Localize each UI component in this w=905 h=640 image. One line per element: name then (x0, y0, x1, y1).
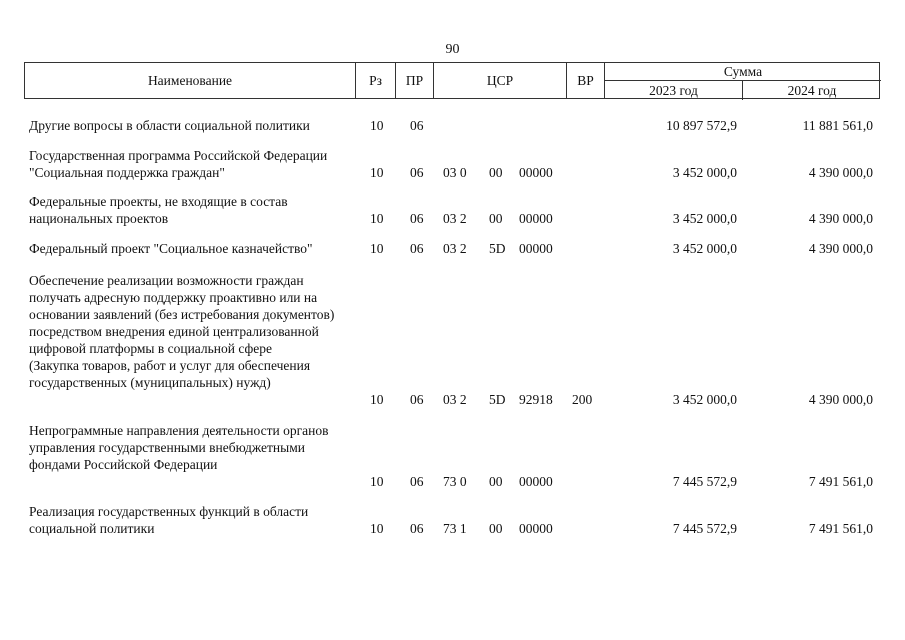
header-rz: Рз (356, 63, 396, 98)
row-sum-2023: 10 897 572,9 (666, 118, 737, 133)
row-name: Государственная программа Российской Федерации "Социальная поддержка граждан" (29, 148, 328, 180)
row-pr: 06 (410, 241, 424, 256)
header-name: Наименование (25, 63, 356, 98)
row-csr-subprogram: 00 (489, 211, 503, 226)
row-csr-direction: 00000 (519, 211, 553, 226)
row-rz: 10 (370, 392, 384, 407)
row-name: Обеспечение реализации возможности граждан получать адресную поддержку проактивно или на основании заявлений (без истребования документов) посредством внедрения единой централизованной цифровой платформы в социальной сфере (Закупка товаров, работ и услуг для обеспечения государственных (муниципальных) нужд) (29, 273, 335, 390)
header-sum: Сумма (605, 63, 881, 81)
row-csr-direction: 00000 (519, 165, 553, 180)
table-row (0, 193, 905, 227)
row-pr: 06 (410, 474, 424, 489)
row-sum-2024: 4 390 000,0 (808, 165, 873, 180)
row-csr-program: 03 0 (443, 165, 467, 180)
row-csr-program: 03 2 (443, 211, 467, 226)
row-csr-program: 03 2 (443, 392, 467, 407)
row-rz: 10 (370, 241, 384, 256)
header-csr: ЦСР (434, 63, 567, 98)
row-name: Федеральный проект "Социальное казначейство" (29, 241, 313, 256)
row-sum-2024: 7 491 561,0 (808, 474, 873, 489)
row-name: Реализация государственных функций в области социальной политики (29, 504, 309, 536)
row-sum-2023: 3 452 000,0 (672, 211, 737, 226)
row-rz: 10 (370, 211, 384, 226)
header-sum-group (605, 63, 881, 98)
header-pr: ПР (396, 63, 434, 98)
row-rz: 10 (370, 474, 384, 489)
row-sum-2024: 4 390 000,0 (808, 211, 873, 226)
row-csr-direction: 92918 (519, 392, 553, 407)
row-csr-direction: 00000 (519, 474, 553, 489)
row-pr: 06 (410, 165, 424, 180)
row-csr-subprogram: 00 (489, 165, 503, 180)
row-sum-2024: 7 491 561,0 (808, 521, 873, 536)
row-pr: 06 (410, 392, 424, 407)
row-pr: 06 (410, 118, 424, 133)
header-year-2024: 2024 год (787, 82, 837, 98)
table-row (0, 117, 905, 134)
row-rz: 10 (370, 521, 384, 536)
table-row (0, 240, 905, 257)
table-row (0, 272, 905, 408)
row-name: Непрограммные направления деятельности органов управления государственными внебюджетными фондами Российской Федерации (29, 423, 329, 472)
header-vr: ВР (567, 63, 605, 98)
row-pr: 06 (410, 521, 424, 536)
row-sum-2023: 3 452 000,0 (672, 241, 737, 256)
row-rz: 10 (370, 165, 384, 180)
row-sum-2023: 3 452 000,0 (672, 165, 737, 180)
page-number: 90 (445, 42, 460, 57)
row-name: Федеральные проекты, не входящие в состав национальных проектов (29, 194, 288, 226)
row-rz: 10 (370, 118, 384, 133)
row-name: Другие вопросы в области социальной политики (29, 118, 310, 133)
table-header (24, 62, 880, 99)
row-csr-subprogram: 5D (489, 392, 506, 407)
row-csr-subprogram: 5D (489, 241, 506, 256)
row-sum-2024: 4 390 000,0 (808, 392, 873, 407)
row-sum-2023: 3 452 000,0 (672, 392, 737, 407)
row-sum-2024: 4 390 000,0 (808, 241, 873, 256)
row-pr: 06 (410, 211, 424, 226)
row-sum-2023: 7 445 572,9 (672, 474, 737, 489)
row-csr-subprogram: 00 (489, 474, 503, 489)
table-row (0, 503, 905, 537)
row-csr-program: 73 1 (443, 521, 467, 536)
table-row (0, 147, 905, 181)
row-csr-direction: 00000 (519, 241, 553, 256)
row-sum-2023: 7 445 572,9 (672, 521, 737, 536)
row-csr-direction: 00000 (519, 521, 553, 536)
row-vr: 200 (572, 392, 593, 407)
header-year-2023: 2023 год (605, 81, 743, 100)
row-csr-program: 03 2 (443, 241, 467, 256)
row-sum-2024: 11 881 561,0 (802, 118, 873, 133)
row-csr-program: 73 0 (443, 474, 467, 489)
row-csr-subprogram: 00 (489, 521, 503, 536)
table-row (0, 422, 905, 490)
